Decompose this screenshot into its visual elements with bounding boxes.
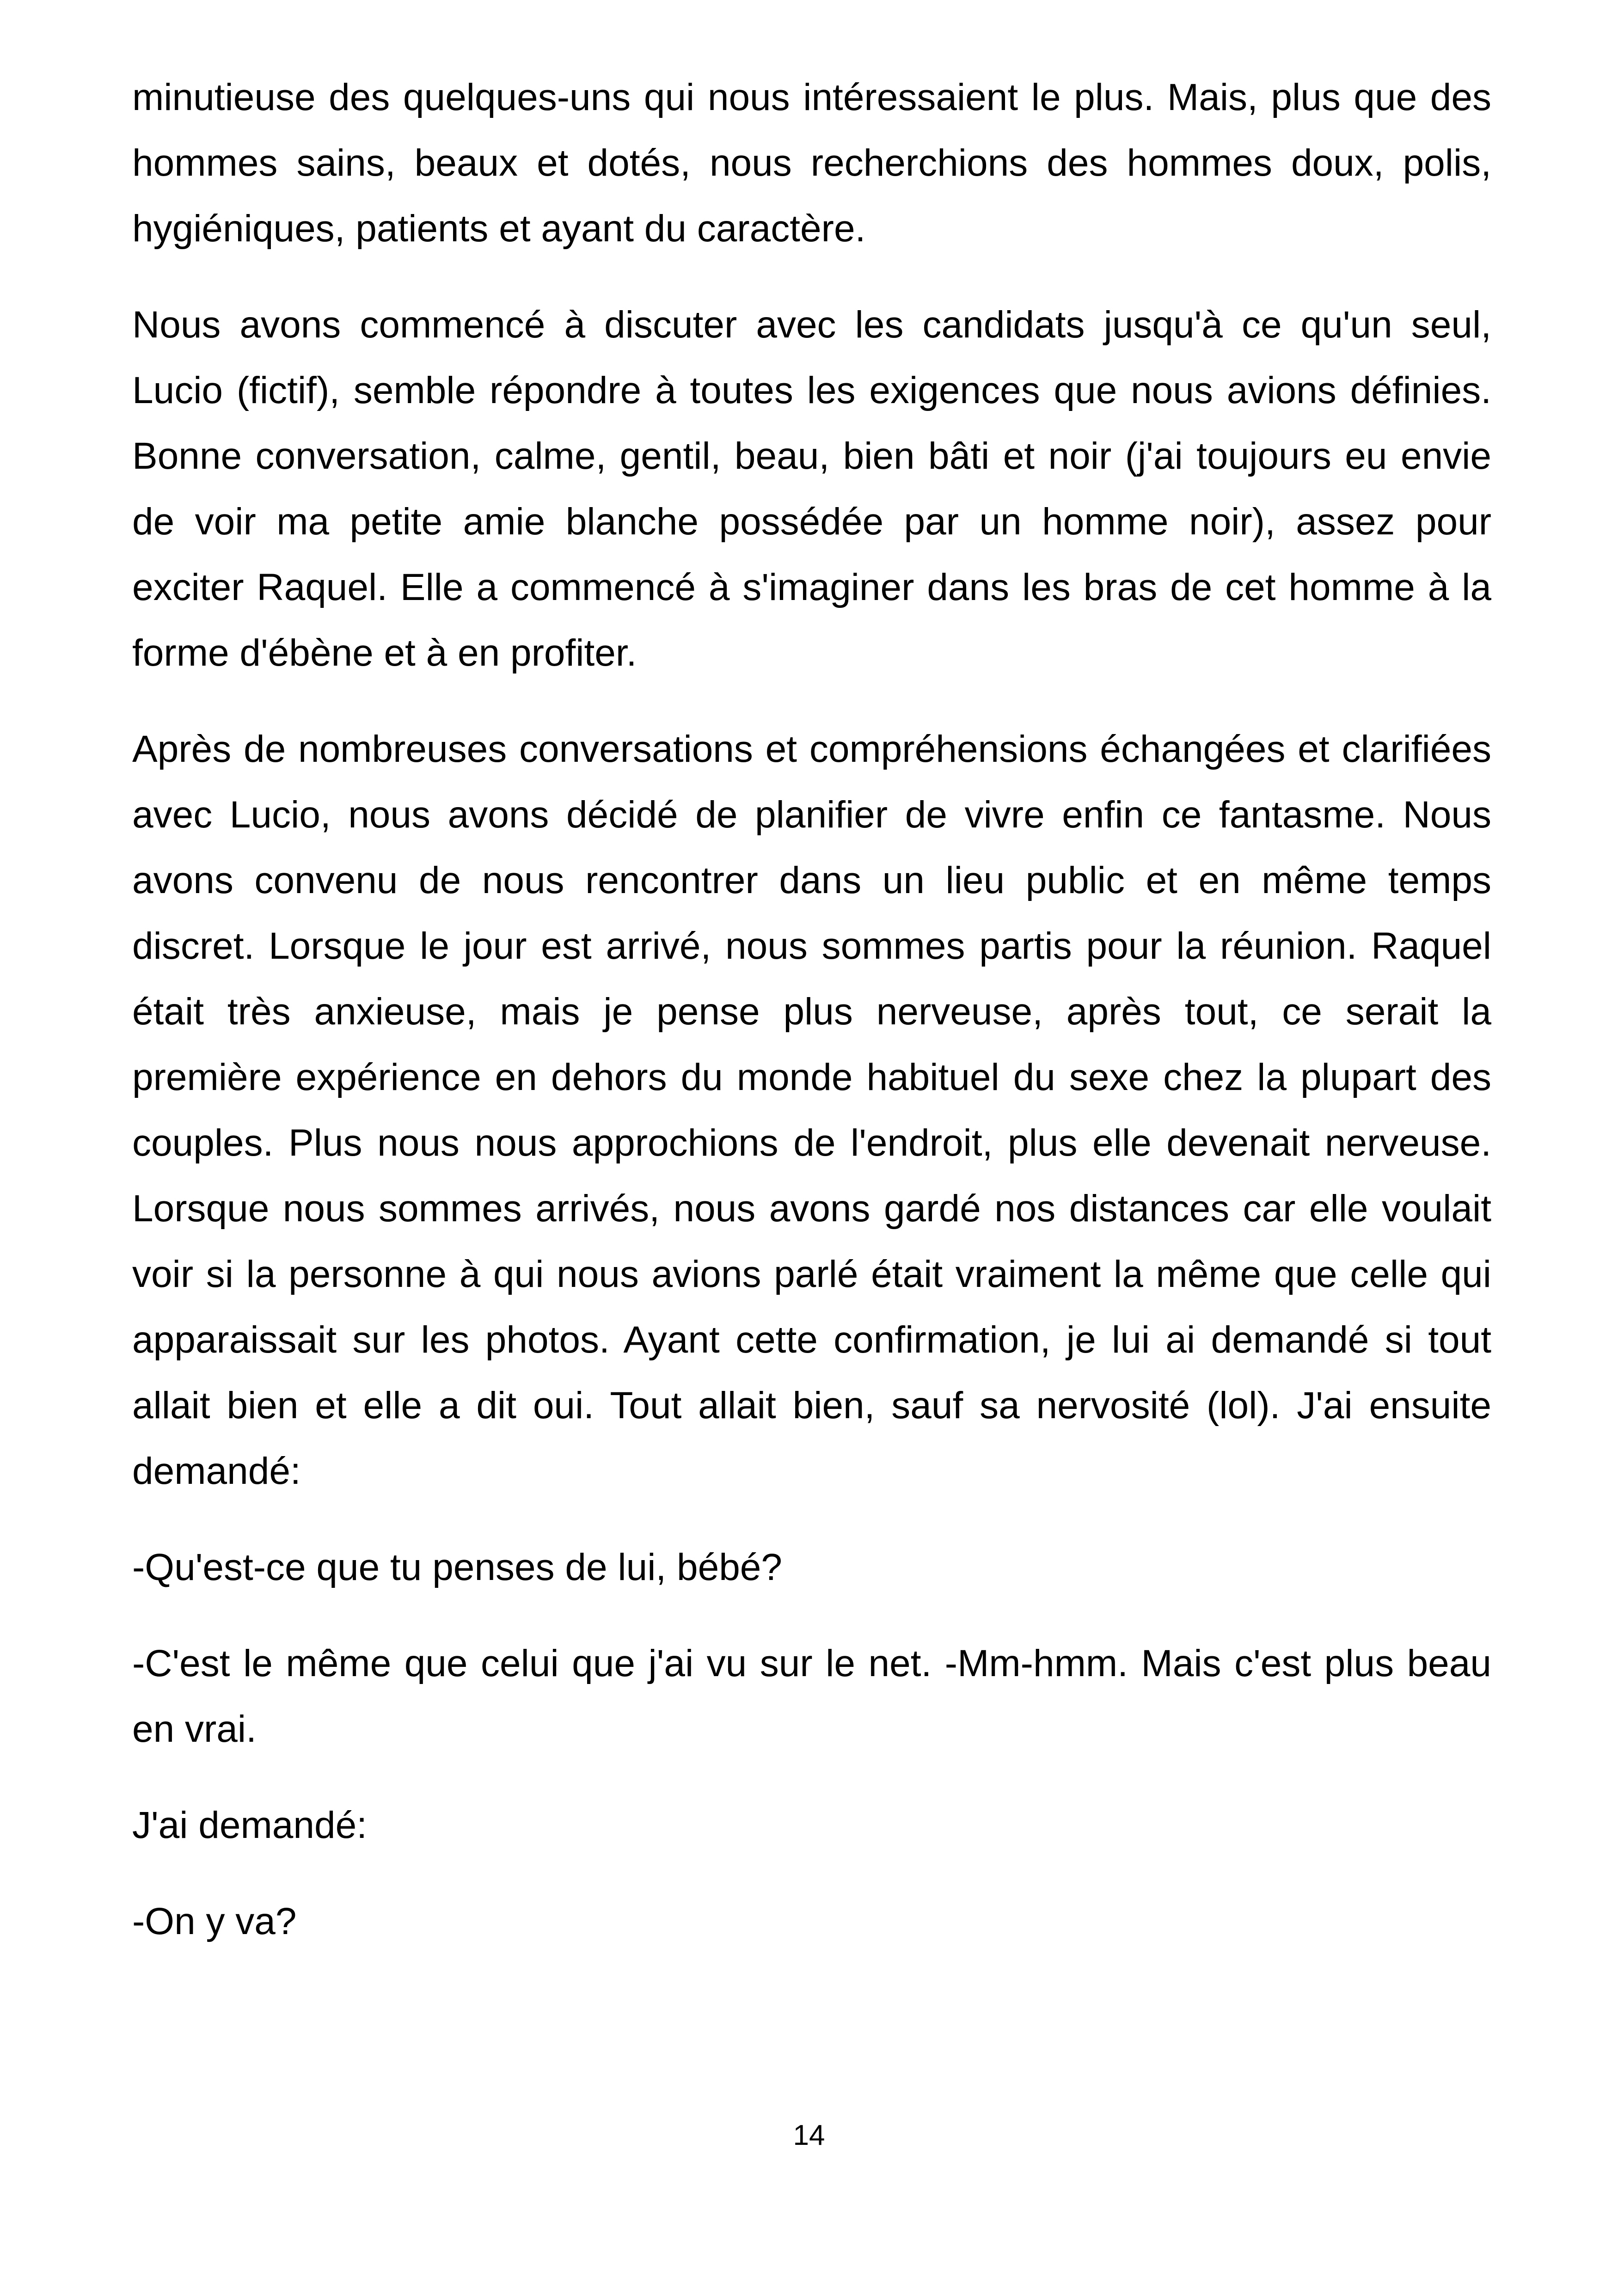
dialogue-line-1: -Qu'est-ce que tu penses de lui, bébé? xyxy=(132,1546,783,1588)
paragraph-3: Après de nombreuses conversations et compréhensions échangées et clarifiées avec Lucio, nous avons décidé de planifier de vivre enfin ce fantasme. Nous avons convenu de nous rencontrer dans un lieu public et en même temps discret. Lorsque le jour est arrivé, nous sommes partis pour la réunion. Raquel était très anxieuse, mais je pense plus nerveuse, après tout, ce serait la première expérience en dehors du monde habituel du sexe chez la plupart des couples. Plus nous nous approchions de l'endroit, plus elle devenait nerveuse. Lorsque nous sommes arrivés, nous avons gardé nos distances car elle voulait voir si la personne à qui nous avions parlé était vraiment la même que celle qui apparaissait sur les photos. Ayant cette confirmation, je lui ai demandé si tout allait bien et elle a dit oui. Tout allait bien, sauf sa nervosité (lol). J'ai ensuite demandé: xyxy=(132,728,1491,1492)
dialogue-line-3: -On y va? xyxy=(132,1900,297,1942)
paragraph-1: minutieuse des quelques-uns qui nous intéressaient le plus. Mais, plus que des hommes sains, beaux et dotés, nous recherchions des hommes doux, polis, hygiéniques, patients et ayant du caractère. xyxy=(132,76,1491,250)
body-text xyxy=(132,65,1491,1985)
dialogue-line-2: -C'est le même que celui que j'ai vu sur le net. -Mm-hmm. Mais c'est plus beau en vrai. xyxy=(132,1642,1491,1750)
page-number: 14 xyxy=(793,2119,825,2151)
narration-line: J'ai demandé: xyxy=(132,1804,367,1846)
paragraph-2: Nous avons commencé à discuter avec les candidats jusqu'à ce qu'un seul, Lucio (fictif), semble répondre à toutes les exigences que nous avions définies. Bonne conversation, calme, gentil, beau, bien bâti et noir (j'ai toujours eu envie de voir ma petite amie blanche possédée par un homme noir), assez pour exciter Raquel. Elle a commencé à s'imaginer dans les bras de cet homme à la forme d'ébène et à en profiter. xyxy=(132,304,1491,674)
